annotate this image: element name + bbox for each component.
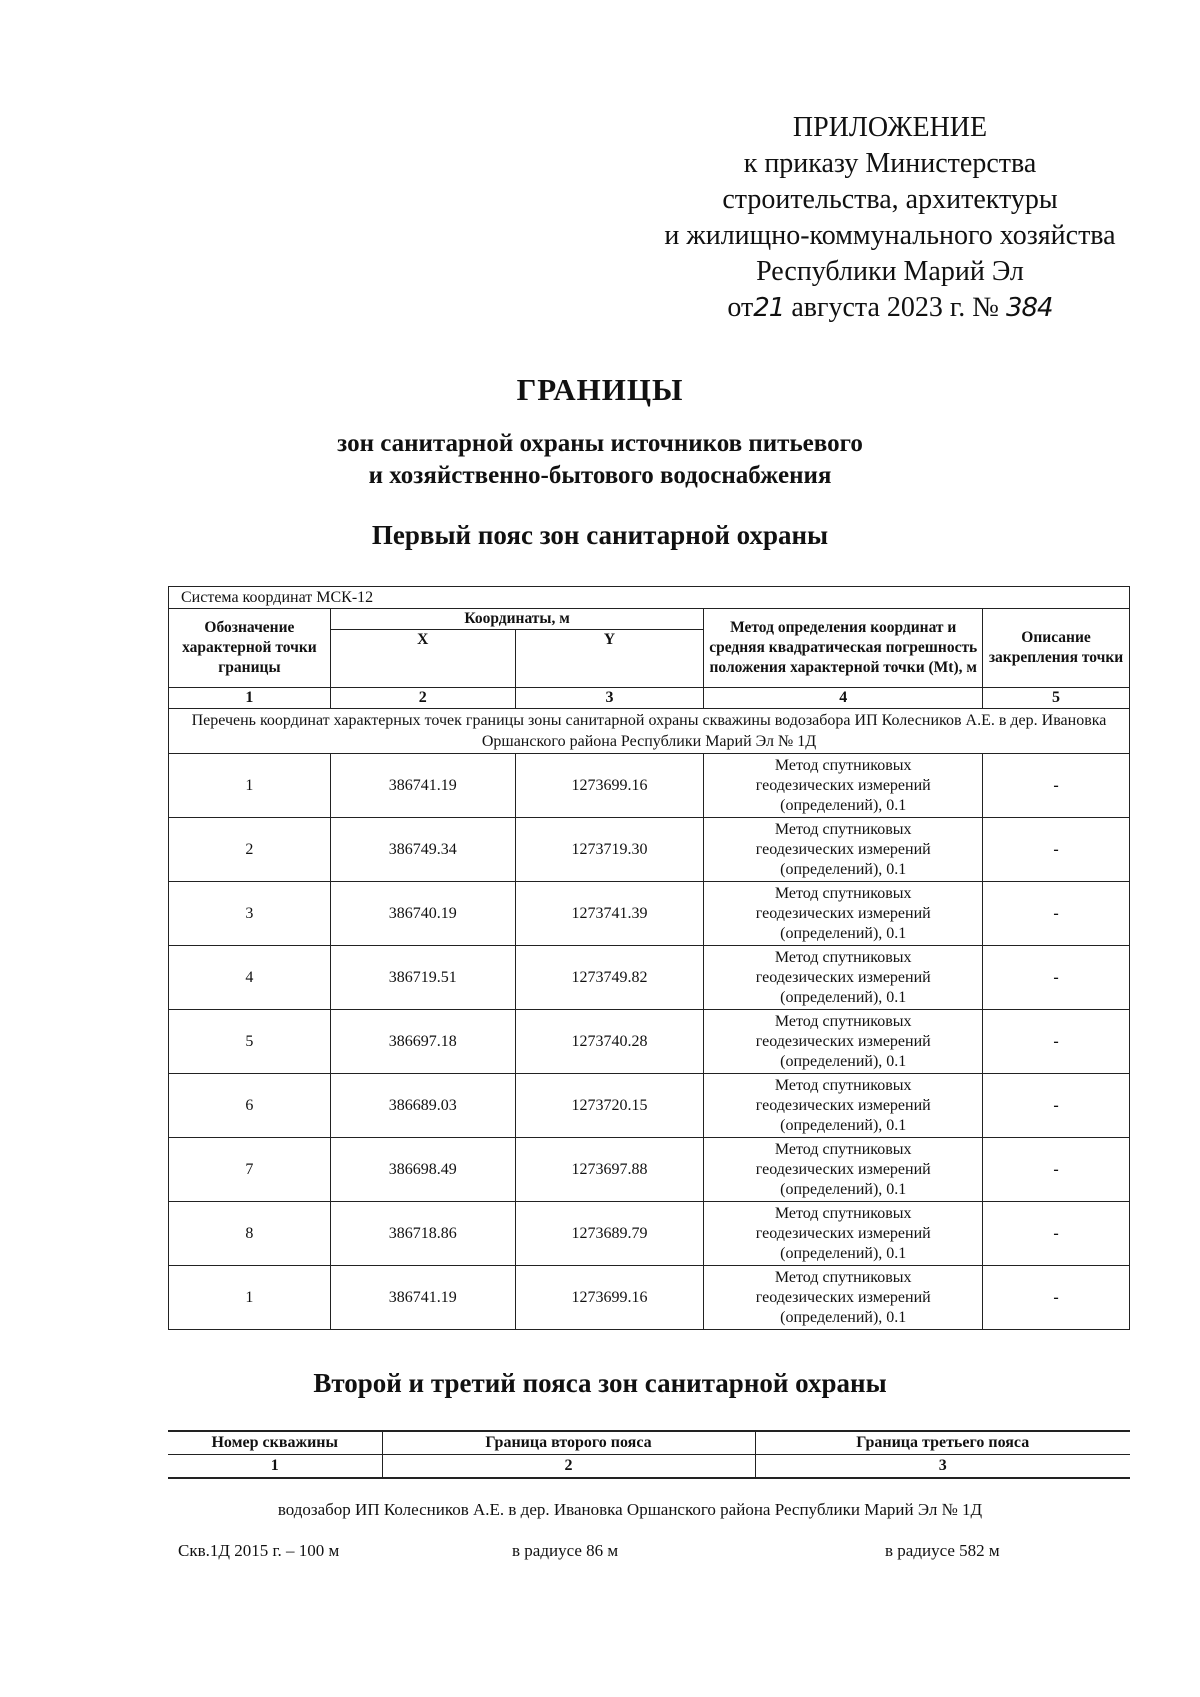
header-x: X [330,630,515,688]
coordinate-x: 386719.51 [330,946,515,1010]
table-row [169,946,1130,1010]
method-description: Метод спутниковых геодезических измерений (определений), 0.1 [704,1202,983,1266]
table-row [169,1266,1130,1330]
point-number: 7 [169,1138,331,1202]
section-second-third-belt-title: Второй и третий пояса зон санитарной охраны [313,1368,887,1398]
document-title: ГРАНИЦЫ [516,372,684,407]
header-coordinates: Координаты, м [330,609,704,630]
coordinate-y: 1273720.15 [515,1074,704,1138]
coordinate-x: 386749.34 [330,818,515,882]
table-row [169,1010,1130,1074]
table-row [169,1138,1130,1202]
coordinate-system-label: Система координат МСК-12 [169,587,1130,609]
method-description: Метод спутниковых геодезических измерений (определений), 0.1 [704,882,983,946]
handwritten-order-number: 384 [1005,293,1053,323]
method-description: Метод спутниковых геодезических измерений (определений), 0.1 [704,1266,983,1330]
column-number: 1 [169,688,331,709]
coordinate-y: 1273719.30 [515,818,704,882]
appendix-line: строительства, архитектуры [722,184,1058,215]
fixing-description: - [983,1202,1130,1266]
method-description: Метод спутниковых геодезических измерений (определений), 0.1 [704,754,983,818]
point-number: 5 [169,1010,331,1074]
point-number: 6 [169,1074,331,1138]
table-row [169,1202,1130,1266]
column-number: 1 [168,1455,382,1479]
method-description: Метод спутниковых геодезических измерений (определений), 0.1 [704,1138,983,1202]
fixing-description: - [983,818,1130,882]
fixing-description: - [983,1266,1130,1330]
header-third-belt: Граница третьего пояса [755,1431,1130,1455]
point-number: 8 [169,1202,331,1266]
header-designation: Обозначение характерной точки границы [169,609,331,688]
third-belt-radius: в радиусе 582 м [885,1541,1000,1560]
coordinate-y: 1273740.28 [515,1010,704,1074]
section-first-belt-title: Первый пояс зон санитарной охраны [371,520,829,550]
document-subtitle [0,428,1200,492]
appendix-heading: ПРИЛОЖЕНИЕ [792,112,988,143]
second-third-belt-table [168,1430,1130,1479]
fixing-description: - [983,882,1130,946]
coordinate-y: 1273697.88 [515,1138,704,1202]
column-number: 2 [382,1455,755,1479]
column-number: 4 [704,688,983,709]
subtitle-line: зон санитарной охраны источников питьевого [337,430,863,457]
table-row [169,754,1130,818]
coordinate-x: 386718.86 [330,1202,515,1266]
coordinate-x: 386741.19 [330,1266,515,1330]
header-well-number: Номер скважины [168,1431,382,1455]
well-number: Скв.1Д 2015 г. – 100 м [178,1541,340,1560]
coordinate-x: 386698.49 [330,1138,515,1202]
fixing-description: - [983,1074,1130,1138]
column-number: 3 [755,1455,1130,1479]
coordinate-y: 1273689.79 [515,1202,704,1266]
coordinate-x: 386689.03 [330,1074,515,1138]
order-date-line [600,290,1180,326]
method-description: Метод спутниковых геодезических измерений (определений), 0.1 [704,818,983,882]
handwritten-day: 21 [753,293,785,323]
fixing-description: - [983,1138,1130,1202]
date-rest: августа 2023 г. № [784,292,999,323]
column-number: 2 [330,688,515,709]
fixing-description: - [983,1010,1130,1074]
water-intake-caption: водозабор ИП Колесников А.Е. в дер. Ивановка Оршанского района Республики Марий Эл № 1Д [277,1500,983,1519]
coordinate-x: 386740.19 [330,882,515,946]
point-number: 1 [169,1266,331,1330]
coordinate-x: 386697.18 [330,1010,515,1074]
table-row [169,1074,1130,1138]
coordinate-list-caption: Перечень координат характерных точек границы зоны санитарной охраны скважины водозабора ИП Колесников А.Е. в дер. Ивановка Оршанского района Республики Марий Эл № 1Д [169,709,1130,754]
point-number: 1 [169,754,331,818]
method-description: Метод спутниковых геодезических измерений (определений), 0.1 [704,1074,983,1138]
point-number: 4 [169,946,331,1010]
coordinate-y: 1273741.39 [515,882,704,946]
header-second-belt: Граница второго пояса [382,1431,755,1455]
fixing-description: - [983,946,1130,1010]
appendix-line: к приказу Министерства [743,148,1037,179]
second-belt-radius: в радиусе 86 м [512,1541,619,1560]
table-row [169,882,1130,946]
column-number: 5 [983,688,1130,709]
appendix-block [600,110,1180,326]
header-y: Y [515,630,704,688]
coordinate-x: 386741.19 [330,754,515,818]
coordinate-y: 1273699.16 [515,754,704,818]
point-number: 2 [169,818,331,882]
column-number: 3 [515,688,704,709]
header-method: Метод определения координат и средняя квадратическая погрешность положения характерной точки (Mt), м [704,609,983,688]
appendix-line: и жилищно-коммунального хозяйства [664,220,1116,251]
first-belt-table [168,586,1130,1330]
fixing-description: - [983,754,1130,818]
method-description: Метод спутниковых геодезических измерений (определений), 0.1 [704,1010,983,1074]
subtitle-line: и хозяйственно-бытового водоснабжения [368,462,832,489]
coordinate-y: 1273699.16 [515,1266,704,1330]
table-row [169,818,1130,882]
header-description: Описание закрепления точки [983,609,1130,688]
coordinate-y: 1273749.82 [515,946,704,1010]
date-prefix: от [727,292,754,323]
point-number: 3 [169,882,331,946]
appendix-line: Республики Марий Эл [756,256,1024,287]
method-description: Метод спутниковых геодезических измерений (определений), 0.1 [704,946,983,1010]
